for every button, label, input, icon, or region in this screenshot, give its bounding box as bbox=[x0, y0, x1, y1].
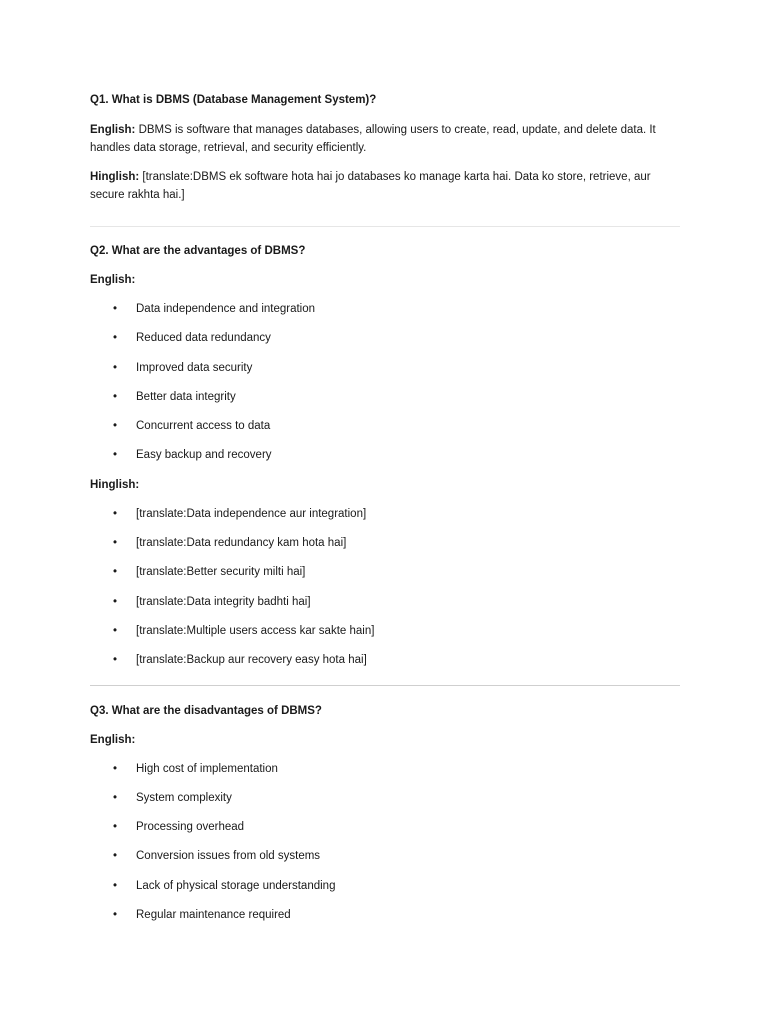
list-item-text: Easy backup and recovery bbox=[136, 449, 272, 462]
bullet-icon: • bbox=[113, 537, 118, 550]
list-item bbox=[90, 447, 680, 476]
bullet-icon: • bbox=[113, 879, 118, 892]
question-2 bbox=[90, 243, 680, 682]
list-item bbox=[90, 761, 680, 790]
bullet-icon: • bbox=[113, 821, 118, 834]
bullet-icon: • bbox=[113, 361, 118, 374]
list-item-text: [translate:Better security milti hai] bbox=[136, 566, 306, 579]
bullet-icon: • bbox=[113, 303, 118, 315]
bullet-icon: • bbox=[113, 624, 118, 637]
list-item-text: Improved data security bbox=[136, 361, 253, 374]
english-answer: DBMS is software that manages databases, allowing users to create, read, update, and delete data. It handles data storage, retrieval, and security efficiently. bbox=[90, 124, 656, 154]
list-item-text: [translate:Data redundancy kam hota hai] bbox=[136, 537, 347, 550]
advantages-hinglish-list bbox=[90, 506, 680, 682]
english-label: English: bbox=[90, 733, 136, 746]
bullet-icon: • bbox=[113, 654, 118, 667]
list-item-text: [translate:Data integrity badhti hai] bbox=[136, 595, 311, 608]
list-item bbox=[90, 790, 680, 819]
list-item-text: Reduced data redundancy bbox=[136, 332, 271, 345]
question-1 bbox=[90, 92, 680, 204]
bullet-icon: • bbox=[113, 791, 118, 804]
english-label: English: bbox=[90, 124, 136, 136]
list-item bbox=[90, 652, 680, 681]
advantages-english-list bbox=[90, 301, 680, 477]
bullet-icon: • bbox=[113, 420, 118, 433]
list-item bbox=[90, 330, 680, 359]
hinglish-label: Hinglish: bbox=[90, 171, 140, 183]
disadvantages-english-list bbox=[90, 761, 680, 937]
question-2-title: Q2. What are the advantages of DBMS? bbox=[90, 245, 306, 257]
list-item bbox=[90, 594, 680, 623]
list-item-text: High cost of implementation bbox=[136, 762, 278, 775]
list-item-text: Conversion issues from old systems bbox=[136, 850, 321, 863]
hinglish-label: Hinglish: bbox=[90, 478, 140, 491]
list-item-text: Better data integrity bbox=[136, 390, 236, 403]
list-item bbox=[90, 360, 680, 389]
bullet-icon: • bbox=[113, 390, 118, 403]
list-item bbox=[90, 564, 680, 593]
bullet-icon: • bbox=[113, 909, 118, 922]
list-item bbox=[90, 535, 680, 564]
list-item bbox=[90, 506, 680, 535]
list-item-text: System complexity bbox=[136, 791, 232, 804]
list-item-text: Processing overhead bbox=[136, 821, 245, 834]
question-1-title: Q1. What is DBMS (Database Management System)? bbox=[90, 94, 377, 106]
bullet-icon: • bbox=[113, 566, 118, 579]
english-label: English: bbox=[90, 274, 136, 286]
question-3 bbox=[90, 703, 680, 937]
question-1-english bbox=[90, 121, 680, 157]
list-item bbox=[90, 819, 680, 848]
list-item-text: [translate:Multiple users access kar sakte hain] bbox=[136, 624, 375, 637]
bullet-icon: • bbox=[113, 595, 118, 608]
bullet-icon: • bbox=[113, 449, 118, 462]
list-item-text: [translate:Data independence aur integration] bbox=[136, 507, 367, 520]
bullet-icon: • bbox=[113, 507, 118, 520]
bullet-icon: • bbox=[113, 332, 118, 345]
document-content bbox=[90, 92, 680, 936]
hinglish-answer: [translate:DBMS ek software hota hai jo databases ko manage karta hai. Data ko store, retrieve, aur secure rakhta hai.] bbox=[90, 171, 651, 201]
list-item bbox=[90, 301, 680, 330]
bullet-icon: • bbox=[113, 850, 118, 863]
list-item-text: Concurrent access to data bbox=[136, 420, 271, 433]
question-1-hinglish bbox=[90, 168, 680, 204]
list-item-text: Data independence and integration bbox=[136, 303, 316, 315]
list-item bbox=[90, 623, 680, 652]
list-item bbox=[90, 878, 680, 907]
section-divider bbox=[90, 226, 680, 227]
list-item bbox=[90, 389, 680, 418]
list-item bbox=[90, 848, 680, 877]
list-item-text: Regular maintenance required bbox=[136, 909, 291, 922]
section-divider bbox=[90, 685, 680, 686]
list-item-text: Lack of physical storage understanding bbox=[136, 879, 336, 892]
bullet-icon: • bbox=[113, 762, 118, 775]
list-item-text: [translate:Backup aur recovery easy hota hai] bbox=[136, 654, 367, 667]
list-item bbox=[90, 907, 680, 936]
list-item bbox=[90, 418, 680, 447]
question-3-title: Q3. What are the disadvantages of DBMS? bbox=[90, 704, 322, 717]
